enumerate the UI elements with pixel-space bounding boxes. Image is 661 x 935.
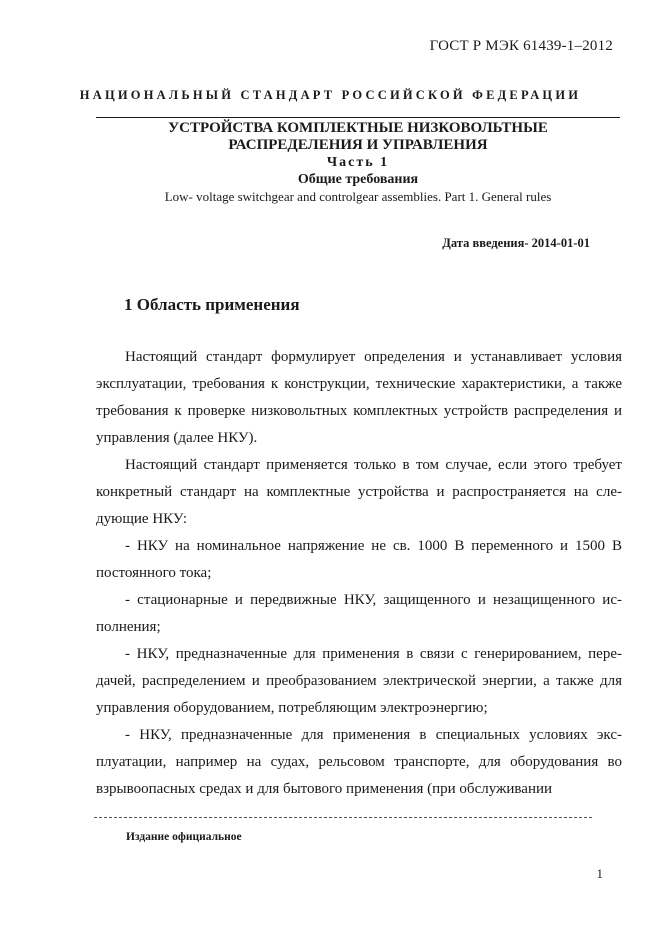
footer-rule <box>94 817 592 818</box>
paragraph: - НКУ на номинальное напряжение не св. 1000 В переменного и 1500 В постоянного тока; <box>96 538 622 581</box>
edition-label: Издание официальное <box>126 831 242 843</box>
paragraph: - НКУ, предназначенные для применения в связи с генерированием, передачей, распределением и преобразованием электрической энергии, а также для управления оборудованием, потребляющим электроэнергию; <box>96 646 622 716</box>
title-block <box>96 120 620 205</box>
paragraph: Настоящий стандарт применяется только в том случае, если этого требует конкретный стандарт на комплектные устройства и распространяется на следующие НКУ: <box>96 457 622 527</box>
paragraph: Настоящий стандарт формулирует определения и устанавливает условия эксплуатации, требования к конструкции, технические характеристики, а также требования к проверке низковольтных комплектных устройств распределения и управления (далее НКУ). <box>96 349 622 446</box>
gost-code: ГОСТ Р МЭК 61439-1–2012 <box>429 38 613 54</box>
subtitle: Общие требования <box>297 172 419 187</box>
intro-date: Дата введения- 2014-01-01 <box>442 236 590 250</box>
english-title: Low- voltage switchgear and controlgear assemblies. Part 1. General rules <box>164 189 552 204</box>
part-label: Часть 1 <box>326 155 390 170</box>
section-heading: 1 Область применения <box>124 295 300 314</box>
paragraph: - НКУ, предназначенные для применения в специальных условиях эксплуатации, например на судах, рельсовом транспорте, для оборудования во взрывоопасных средах и для бытового применения (при обслуживании <box>96 727 622 797</box>
title-line-2: РАСПРЕДЕЛЕНИЯ И УПРАВЛЕНИЯ <box>228 137 488 153</box>
paragraph: - стационарные и передвижные НКУ, защищенного и незащищенного исполнения; <box>96 592 622 635</box>
national-standard-heading: НАЦИОНАЛЬНЫЙ СТАНДАРТ РОССИЙСКОЙ ФЕДЕРАЦИИ <box>79 88 582 102</box>
page-number: 1 <box>596 866 603 881</box>
title-line-1: УСТРОЙСТВА КОМПЛЕКТНЫЕ НИЗКОВОЛЬТНЫЕ <box>168 120 548 136</box>
header-rule <box>96 117 620 118</box>
section-body <box>96 344 622 803</box>
